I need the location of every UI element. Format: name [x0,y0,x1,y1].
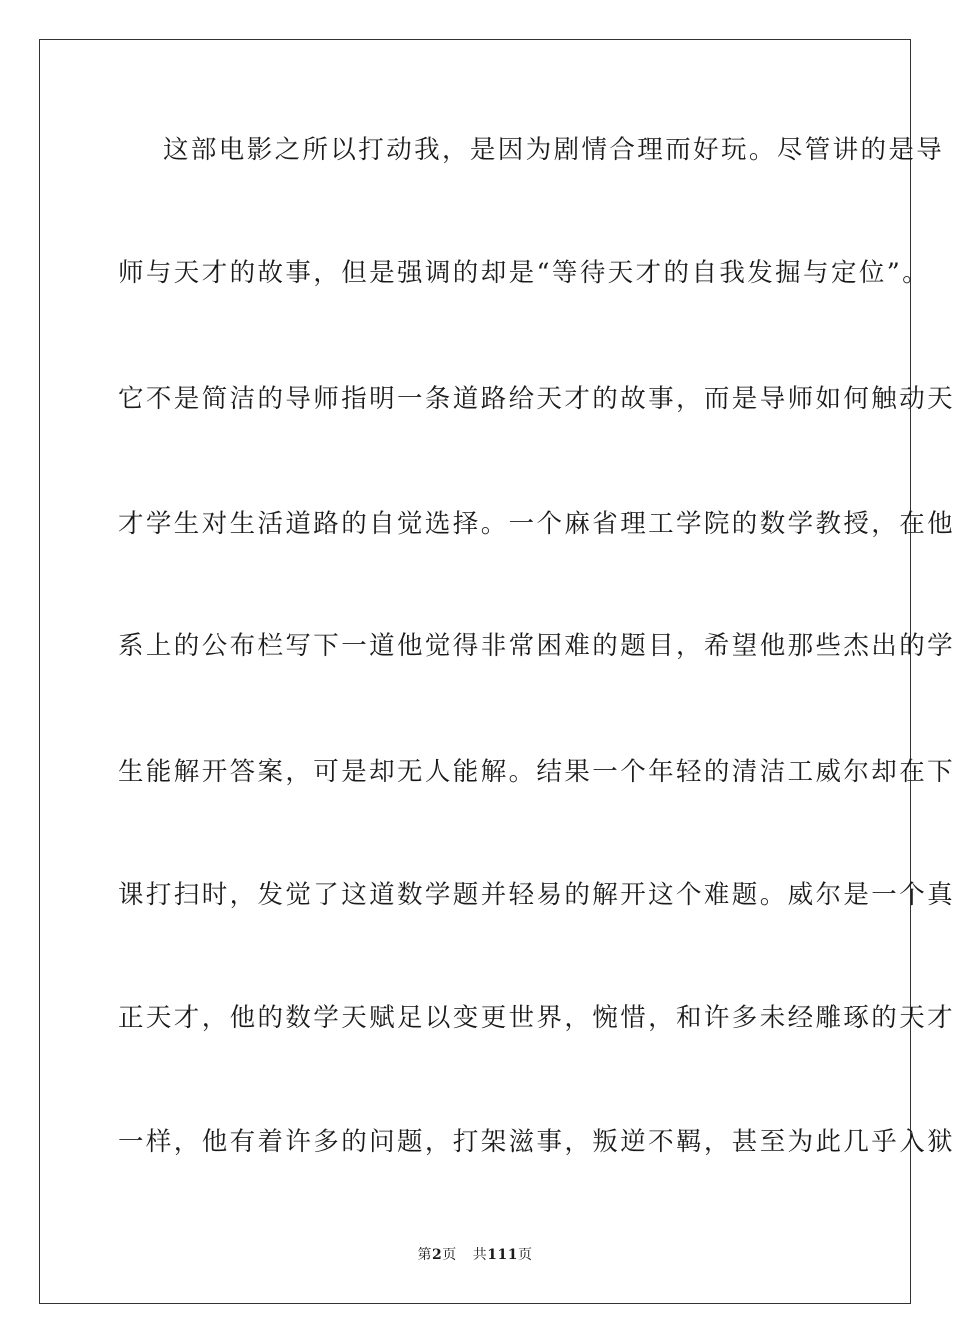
paragraph-line-2: 师与天才的故事，但是强调的却是“等待天才的自我发掘与定位”。 [118,258,931,288]
paragraph-line-1: 这部电影之所以打动我，是因为剧情合理而好玩。尽管讲的是导 [163,135,945,165]
paragraph-line-8: 正天才，他的数学天赋足以变更世界，惋惜，和许多未经雕琢的天才 [118,1003,955,1033]
paragraph-line-7: 课打扫时，发觉了这道数学题并轻易的解开这个难题。威尔是一个真 [118,880,955,910]
page-footer [0,1246,950,1264]
total-suffix: 页 [517,1247,533,1263]
page-suffix: 页 [442,1247,457,1263]
paragraph-line-5: 系上的公布栏写下一道他觉得非常困难的题目，希望他那些杰出的学 [118,631,955,661]
total-pages: 111 [487,1247,518,1263]
paragraph-line-6: 生能解开答案，可是却无人能解。结果一个年轻的清洁工威尔却在下 [118,757,955,787]
page-prefix: 第 [417,1247,432,1263]
page-border [39,39,955,1304]
paragraph-line-3: 它不是简洁的导师指明一条道路给天才的故事，而是导师如何触动天 [118,384,955,414]
paragraph-line-9: 一样，他有着许多的问题，打架滋事，叛逆不羁，甚至为此几乎入狱 [118,1127,955,1157]
page-number: 2 [432,1247,443,1263]
paragraph-line-4: 才学生对生活道路的自觉选择。一个麻省理工学院的数学教授，在他 [118,509,955,539]
total-prefix: 共 [472,1247,488,1263]
